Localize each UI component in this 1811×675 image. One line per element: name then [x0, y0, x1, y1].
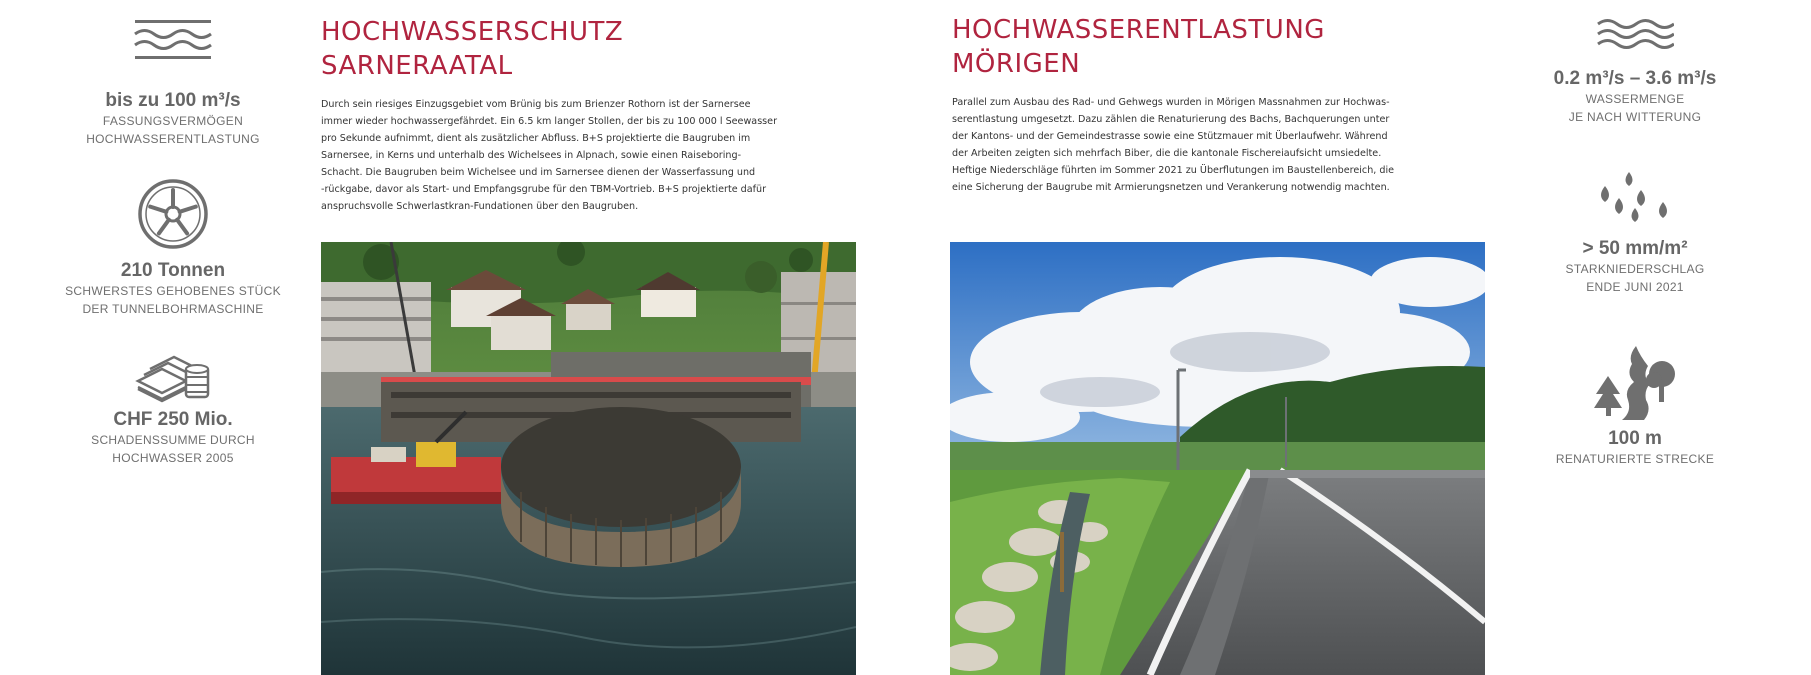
- waves-icon: [1596, 16, 1674, 52]
- body-line: Sarnersee, in Kerns und unterhalb des Wichelsees in Alpnach, sowie einen Raiseboring-: [321, 150, 742, 161]
- raindrops-icon: [1595, 172, 1675, 228]
- waves-icon: [133, 18, 213, 62]
- stat-value: 100 m: [1608, 428, 1662, 449]
- tunnel-boring-wheel-icon: [137, 178, 209, 250]
- stat-caption: SCHADENSSUMME DURCH: [91, 433, 255, 447]
- stat-intake-capacity: [63, 18, 283, 148]
- section-title-sarneraatal: [321, 15, 623, 83]
- section-title-moerigen: [952, 13, 1325, 81]
- photo-sarnersee-construction-pit: [321, 242, 856, 675]
- body-line: -rückgabe, davor als Start- und Empfangsgrube für den TBM-Vortrieb. B+S projektierte dafür: [321, 184, 767, 195]
- stat-heavy-rainfall: [1525, 172, 1745, 296]
- stat-value: bis zu 100 m³/s: [105, 90, 241, 111]
- stat-caption: STARKNIEDERSCHLAG: [1565, 262, 1705, 276]
- stat-damage-sum: [63, 355, 283, 467]
- stat-caption: WASSERMENGE: [1585, 92, 1685, 106]
- section-body-moerigen: [952, 94, 1422, 196]
- body-line: serentlastung umgesetzt. Dazu zählen die Renaturierung des Bachs, Bachquerungen unter: [952, 114, 1390, 125]
- body-line: Parallel zum Ausbau des Rad- und Gehwegs wurden in Mörigen Massnahmen zur Hochwas-: [952, 97, 1390, 108]
- photo-moerigen-road-stream: [950, 242, 1485, 675]
- stat-caption: SCHWERSTES GEHOBENES STÜCK: [65, 284, 281, 298]
- stat-value: 210 Tonnen: [120, 260, 226, 281]
- body-line: Durch sein riesiges Einzugsgebiet vom Brünig bis zum Brienzer Rothorn ist der Sarnersee: [321, 99, 751, 110]
- body-line: pro Sekunde aufnimmt, dient als zusätzlicher Abfluss. B+S projektierte die Baugruben im: [321, 133, 751, 144]
- section-body-sarneraatal: [321, 96, 801, 215]
- trees-river-icon: [1592, 346, 1678, 420]
- title-line: HOCHWASSERENTLASTUNG: [952, 15, 1325, 45]
- body-line: der Kantons- und der Gemeindestrasse sowie eine Stützmauer mit Überlaufwehr. Während: [952, 131, 1388, 142]
- stat-value: 0.2 m³/s – 3.6 m³/s: [1553, 68, 1717, 89]
- stat-caption: ENDE JUNI 2021: [1586, 280, 1684, 294]
- body-line: immer wieder hochwassergefährdet. Ein 6.5 km langer Stollen, der bis zu 100 000 l Seewasser: [321, 116, 778, 127]
- body-line: Heftige Niederschläge führten im Sommer 2021 zu Überflutungen im Baustellenbereich, die: [952, 165, 1395, 176]
- stat-caption: HOCHWASSERENTLASTUNG: [86, 132, 260, 146]
- stat-value: > 50 mm/m²: [1582, 238, 1688, 259]
- body-line: anspruchsvolle Schwerlastkran-Fundationen über den Baugruben.: [321, 201, 639, 212]
- body-line: eine Sicherung der Baugrube mit Armierungsnetzen und Verankerung notwendig machten.: [952, 182, 1390, 193]
- title-line: MÖRIGEN: [952, 49, 1081, 79]
- stat-caption: RENATURIERTE STRECKE: [1555, 452, 1715, 466]
- body-line: der Arbeiten zeigten sich mehrfach Biber, die die kantonale Fischereiaufsicht umsiedelte.: [952, 148, 1382, 159]
- body-line: Schacht. Die Baugruben beim Wichelsee und im Sarnersee dienen der Wasserfassung und: [321, 167, 756, 178]
- stat-renatured-stretch: [1525, 346, 1745, 468]
- title-line: HOCHWASSERSCHUTZ: [321, 17, 624, 47]
- stat-caption: HOCHWASSER 2005: [112, 451, 234, 465]
- stat-caption: FASSUNGSVERMÖGEN: [102, 114, 244, 128]
- title-line: SARNERAATAL: [321, 51, 513, 81]
- stat-caption: JE NACH WITTERUNG: [1568, 110, 1702, 124]
- stat-caption: DER TUNNELBOHRMASCHINE: [82, 302, 264, 316]
- stat-water-volume: [1525, 16, 1745, 126]
- money-stack-icon: [134, 355, 212, 403]
- stat-value: CHF 250 Mio.: [113, 409, 233, 430]
- stat-tbm-weight: [63, 178, 283, 318]
